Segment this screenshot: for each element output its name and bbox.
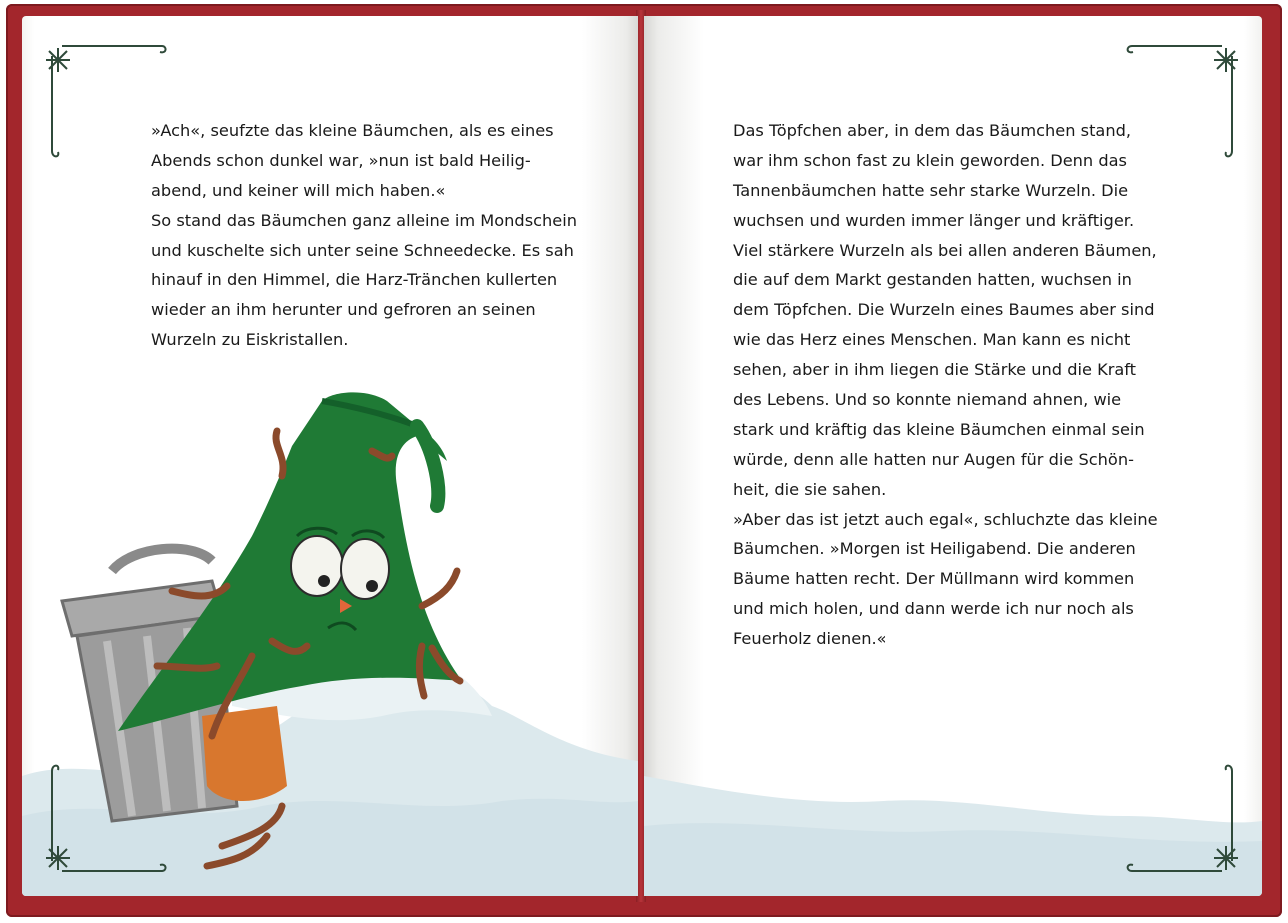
right-page [644, 16, 1262, 896]
text-line: dem Töpfchen. Die Wurzeln eines Baumes aber sind [733, 300, 1155, 320]
text-line: »Ach«, seufzte das kleine Bäumchen, als es eines [151, 121, 554, 140]
text-line: wie das Herz eines Menschen. Man kann es nicht [733, 330, 1131, 350]
text-line: So stand das Bäumchen ganz alleine im Mondschein [151, 210, 578, 230]
snowflake-icon [1214, 846, 1238, 870]
text-line: wieder an ihm herunter und gefroren an seinen [151, 300, 536, 320]
text-line: des Lebens. Und so konnte niemand ahnen, wie [733, 390, 1122, 410]
text-line: würde, denn alle hatten nur Augen für die Schön- [733, 449, 1134, 469]
text-line: abend, und keiner will mich haben.« [151, 180, 446, 200]
text-line: heit, die sie sahen. [733, 479, 887, 499]
right-eye [341, 539, 389, 599]
snowflake-icon [46, 846, 70, 870]
text-line: die auf dem Markt gestanden hatten, wuchsen in [733, 270, 1132, 290]
text-line: hinauf in den Himmel, die Harz-Tränchen kullerten [151, 270, 558, 290]
text-line: und mich holen, und dann werde ich nur noch als [733, 599, 1134, 619]
left-page [22, 16, 638, 896]
corner-ornament-top-left [46, 46, 166, 156]
text-line: war ihm schon fast zu klein geworden. Denn das [733, 150, 1127, 170]
text-line: sehen, aber in ihm liegen die Stärke und die Kraft [733, 360, 1137, 380]
text-line: »Aber das ist jetzt auch egal«, schluchzte das kleine [733, 509, 1158, 529]
text-line: Bäume hatten recht. Der Müllmann wird kommen [733, 569, 1135, 589]
left-page-text [151, 116, 577, 355]
text-line: Viel stärkere Wurzeln als bei allen anderen Bäumen, [733, 240, 1157, 260]
text-line: stark und kräftig das kleine Bäumchen einmal sein [733, 419, 1145, 439]
text-line: Tannenbäumchen hatte sehr starke Wurzeln. Die [733, 180, 1129, 200]
right-page-text [733, 116, 1158, 654]
text-line: Bäumchen. »Morgen ist Heiligabend. Die anderen [733, 539, 1136, 559]
text-line: Abends schon dunkel war, »nun ist bald Heilig- [151, 150, 531, 170]
text-line: wuchsen und wurden immer länger und kräftiger. [733, 210, 1135, 230]
text-line: und kuschelte sich unter seine Schneedecke. Es sah [151, 240, 574, 260]
snowflake-icon [46, 48, 70, 72]
text-line: Wurzeln zu Eiskristallen. [151, 330, 349, 350]
text-line: Das Töpfchen aber, in dem das Bäumchen stand, [733, 121, 1132, 140]
snowflake-icon [1214, 48, 1238, 72]
left-eye [291, 536, 343, 596]
text-line: Feuerholz dienen.« [733, 629, 887, 649]
